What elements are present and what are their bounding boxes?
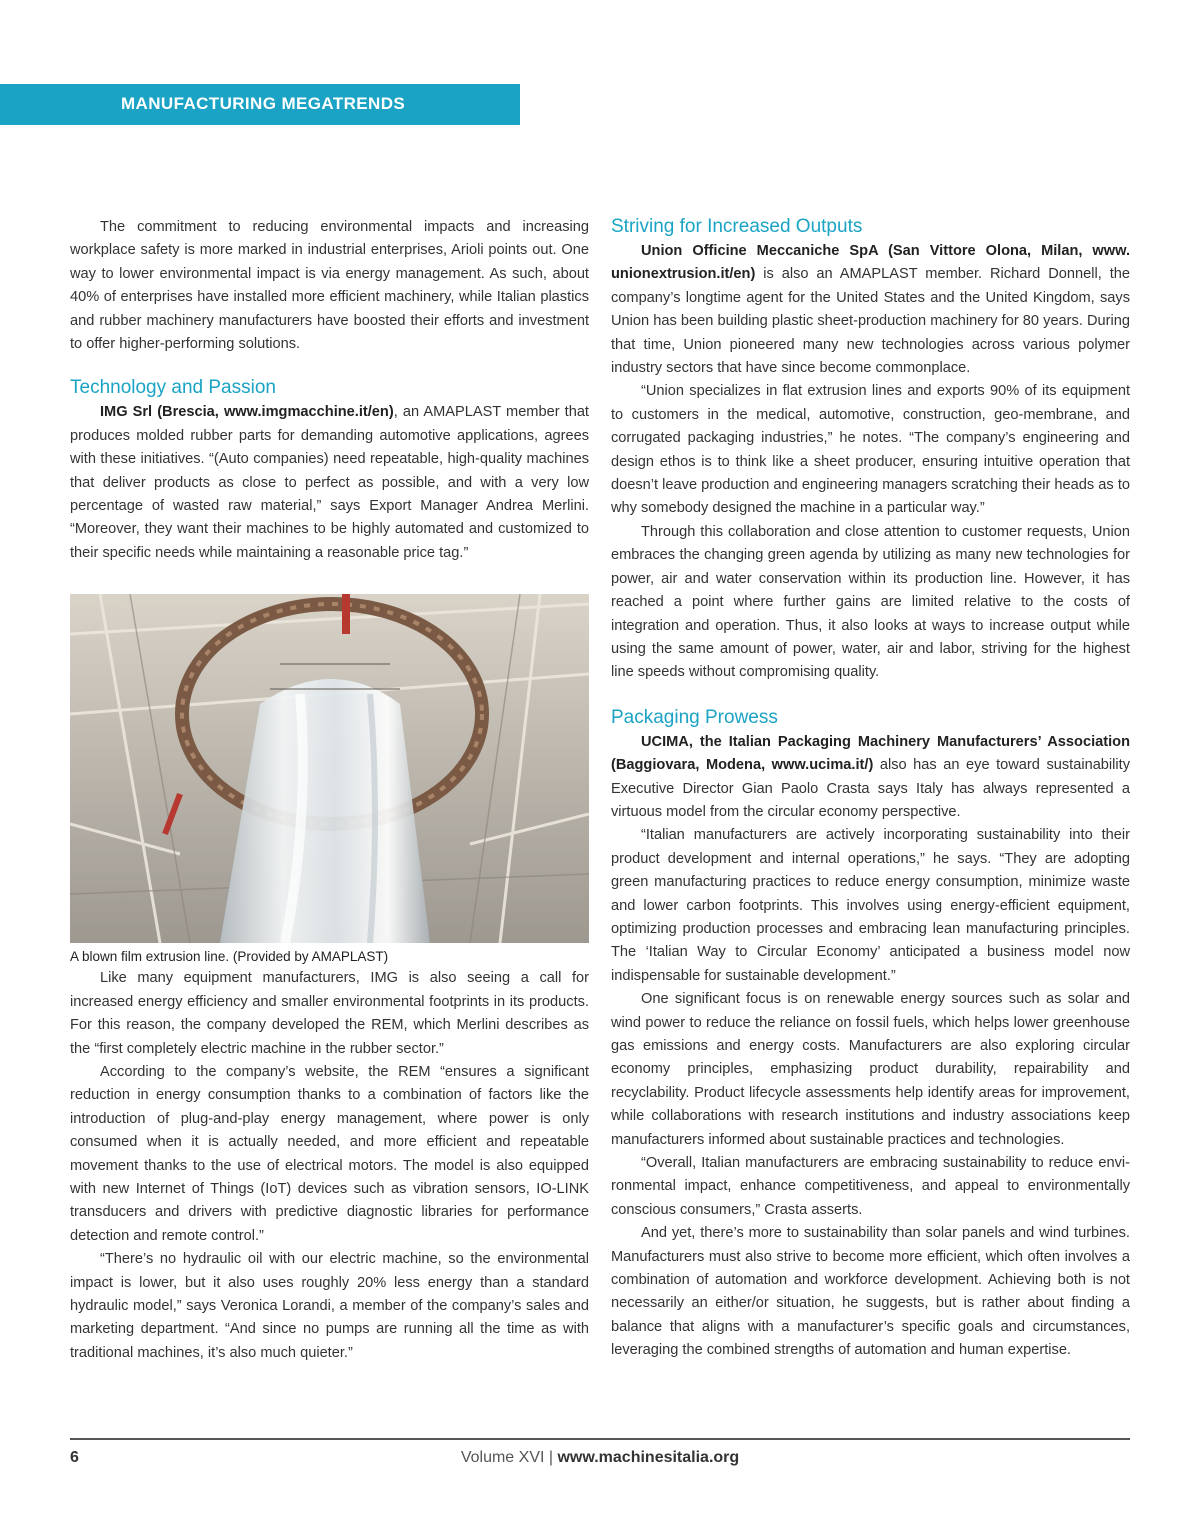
ucima-name: UCIMA, the Italian Packaging Machinery Manufacturers’ Association (Baggiovara, Modena, www.ucima.it/) (611, 733, 1130, 774)
italian-manufacturers-quote: “Italian manufacturers are actively incorporating sustainability into their product development and internal operations,” he says. “They are adopting green manufacturing practices to reduce energy consumption, minimize waste and lower carbon footprints. This involves using energy-efficient equipment, optimizing production processes and embracing lean manufacturing principles. The ‘Italian Way to Circular Economy’ anticipated a business model now indispensable for sustainable development.” (611, 827, 1130, 984)
page-number: 6 (70, 1449, 79, 1466)
footer-website-link[interactable]: www.machinesitalia.org (557, 1449, 740, 1466)
heading-striving-for-increased-outputs: Striving for Increased Outputs (611, 216, 863, 237)
renewable-energy-paragraph: One significant focus is on renewable energy sources such as solar and wind power to reduce the reliance on fossil fuels, which helps lower greenhouse gas emissions and energy costs. Manufacturers are also exploring circular economy principles, emphasizing product durability, repairability and recyclability. Product lifecycle assessments help identify areas for improvement, while collaborations with research institutions and industry associations keep manufacturers informed about sustainable practices and technologies. (611, 991, 1130, 1148)
img-paragraph: IMG Srl (Brescia, www.imgmacchine.it/en), an AMAPLAST member that produces molded rubber parts for demanding automotive applications, agrees with these initiatives. “(Auto companies) need repeatable, high-quality machines that deliver products as close to perfect as possible, and with a very low percentage of wasted raw material,” says Export Manager Andrea Merlini. “Moreover, they want their machines to be highly automated and customized to their specific needs while maintaining a reasonable price tag.” (70, 404, 589, 561)
union-quote-paragraph: “Union specializes in flat extrusion lines and exports 90% of its equipment to customers in the medical, automotive, construction, geo-membrane, and corrugated packaging industries,” he notes. “The company’s engineering and design ethos is to think like a sheet producer, ensuring intuitive operation that doesn’t leave production and engineering managers scratching their heads as to why somebody designed the machine in a particular way.” (611, 383, 1130, 517)
website-quote-paragraph: According to the company’s website, the REM “ensures a significant reduction in energy consumption thanks to a combination of factors like the introduction of plug-and-play energy management, where power is only consumed when it is actually needed, and more efficient and repeatable movement thanks to the use of electrical motors. The model is also equipped with new Internet of Things (IoT) devices such as vibration sensors, IO-LINK transducers and drivers with predictive diagnostic libraries for performance detection and remote control.” (70, 1063, 589, 1244)
overall-quote-paragraph: “Overall, Italian manufacturers are embracing sustainability to reduce environmental impact, enhance competitiveness, and appeal to environmentally conscious consumers,” Crasta asserts. (611, 1155, 1130, 1218)
footer-rule (70, 1438, 1130, 1440)
blown-film-extrusion-photo (70, 594, 589, 943)
footer-volume: Volume XVI | (460, 1449, 558, 1466)
lorandi-quote-paragraph: “There’s no hydraulic oil with our electric machine, so the environmental impact is lower, but it also uses roughly 20% less energy than a standard hydraulic model,” says Veronica Lorandi, a member of the company’s sales and marketing department. “And since no pumps are running all the time as with traditional machines, it’s also much quieter.” (70, 1251, 589, 1361)
img-company-name: IMG Srl (Brescia, www.imgmacchine.it/en) (100, 404, 394, 421)
union-paragraph: Union Officine Meccaniche SpA (San Vittore Olona, Milan, www. unionextrusion.it/en) is also an AMAPLAST member. Richard Donnell, the company’s longtime agent for the United States and the United Kingdom, says Union has been building plastic sheet-production machinery for 80 years. During that time, Union pioneered many new technologies across various polymer industry sectors that have since become commonplace. (611, 243, 1130, 377)
automation-paragraph: And yet, there’s more to sustainability than solar panels and wind turbines. Manufacturers must also strive to become more efficient, which often involves a combination of automation and workforce development. Achieving both is not necessarily an either/or situation, he suggests, but is rather about finding a balance that aligns with a manufacturer’s specific goals and circumstances, leveraging the combined strengths of automation and human expertise. (611, 1225, 1130, 1359)
union-company-name: Union Officine Meccaniche SpA (San Vittore Olona, Milan, www. unionextrusion.it/en) (611, 243, 1130, 283)
ucima-paragraph: UCIMA, the Italian Packaging Machinery Manufacturers’ Association (Baggiovara, Modena, www.ucima.it/) also has an eye toward sustainability Executive Director Gian Paolo Crasta says Italy has always represented a virtuous model from the circular economy perspective. (611, 733, 1130, 820)
right-column (611, 214, 1130, 1363)
heading-packaging-prowess: Packaging Prowess (611, 706, 778, 728)
left-column (70, 214, 589, 1365)
heading-technology-and-passion: Technology and Passion (70, 377, 276, 399)
footer-line (0, 1449, 1200, 1467)
photo-caption: A blown film extrusion line. (Provided by AMAPLAST) (70, 949, 389, 965)
rem-paragraph: Like many equipment manufacturers, IMG is also seeing a call for increased energy efficiency and smaller environmental footprints in its products. For this reason, the company developed the REM, which Merlini describes as the “first completely electric machine in the rubber sector.” (70, 970, 589, 1057)
extrusion-line-illustration (70, 594, 589, 943)
section-banner-title: MANUFACTURING MEGATRENDS (121, 94, 406, 113)
union-green-agenda-paragraph: Through this collaboration and close attention to customer requests, Union embraces the changing green agenda by utilizing as many new technologies for power, air and water conservation within its production line. However, it has reached a point where further gains are limited relative to the costs of integration and operation. Thus, it also looks at ways to increase output while using the same amount of power, water, air and labor, striving for the highest line speeds without compromising quality. (611, 523, 1130, 681)
intro-paragraph: The commitment to reducing environmental impacts and increasing workplace safety is more marked in industrial enterprises, Arioli points out. One way to lower environmental impact is via energy management. As such, about 40% of enterprises have installed more efficient machinery, while Italian plastics and rubber machinery manufacturers have boosted their efforts and investment to offer higher-performing solutions. (70, 219, 589, 353)
